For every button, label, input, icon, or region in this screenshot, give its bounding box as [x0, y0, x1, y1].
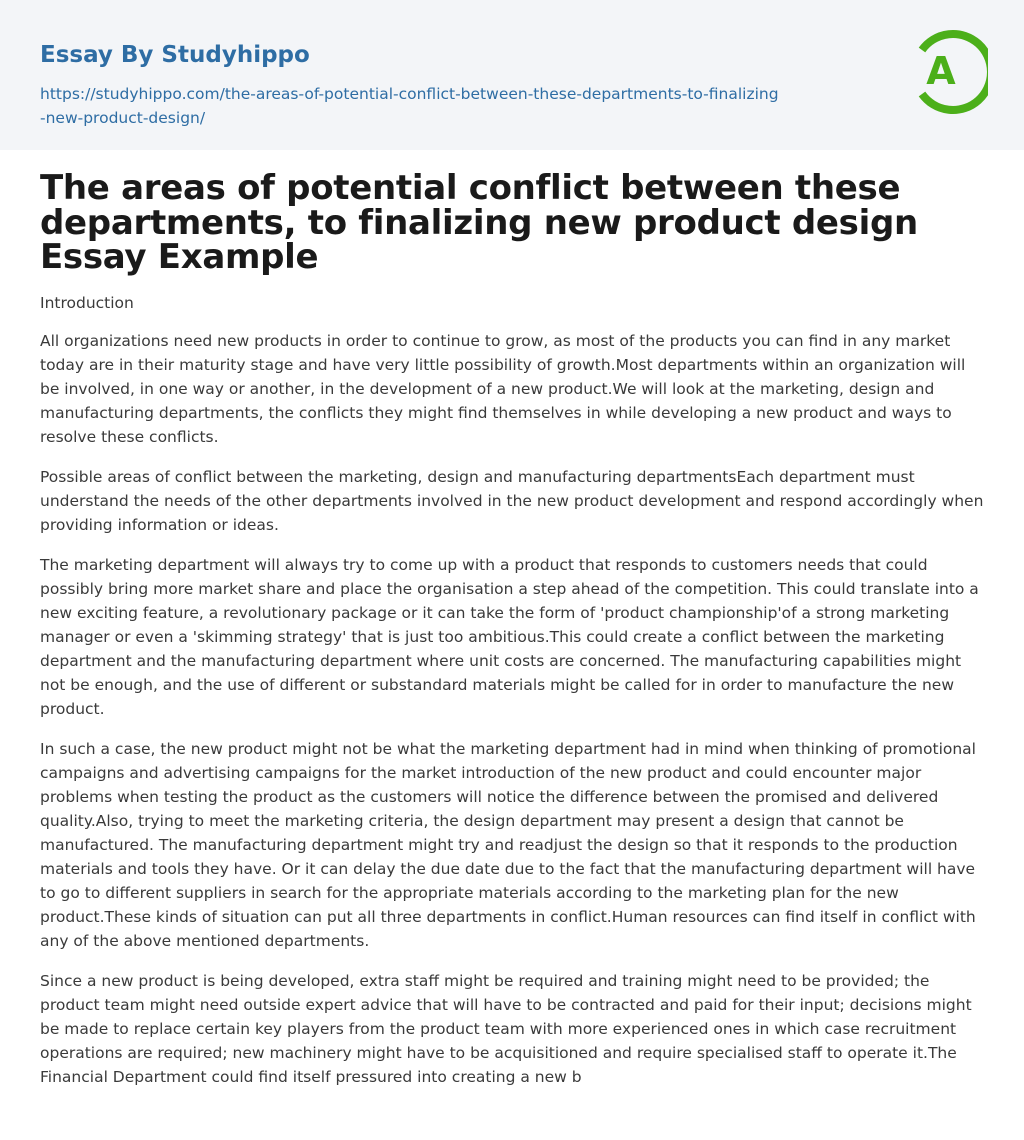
article-title: The areas of potential conflict between these departments, to finalizing new product design Essay Example: [40, 168, 918, 277]
article-paragraph: The marketing department will always try to come up with a product that responds to customers needs that could possibly bring more market share and place the organisation a step ahead of the competition. This could translate into a new exciting feature, a revolutionary package or it can take the form of 'product championship'of a strong marketing manager or even a 'skimming strategy' that is just too ambitious.This could create a conflict between the marketing department and the manufacturing department where unit costs are concerned. The manufacturing capabilities might not be enough, and the use of different or substandard materials might be called for in order to manufacture the new product.: [40, 555, 979, 718]
site-header: [0, 0, 1024, 150]
studyhippo-logo-icon[interactable]: [908, 28, 988, 116]
article-paragraph: All organizations need new products in order to continue to grow, as most of the products you can find in any market today are in their maturity stage and have very little possibility of growth.Most departments within an organization will be involved, in one way or another, in the development of a new product.We will look at the marketing, design and manufacturing departments, the conflicts they might find themselves in while developing a new product and ways to resolve these conflicts.: [40, 331, 966, 446]
article: [0, 168, 1024, 1089]
section-heading-introduction: Introduction: [40, 293, 134, 312]
article-paragraph: In such a case, the new product might not be what the marketing department had in mind when thinking of promotional campaigns and advertising campaigns for the market introduction of the new product and could encounter major problems when testing the product as the customers will notice the difference between the promised and delivered quality.Also, trying to meet the marketing criteria, the design department may present a design that cannot be manufactured. The manufacturing department might try and readjust the design so that it responds to the production materials and tools they have. Or it can delay the due date due to the fact that the manufacturing department will have to go to different suppliers in search for the appropriate materials according to the marketing plan for the new product.These kinds of situation can put all three departments in conflict.Human resources can find itself in conflict with any of the above mentioned departments.: [40, 739, 976, 950]
logo-letter: A: [926, 49, 956, 93]
article-paragraph: Since a new product is being developed, extra staff might be required and training might need to be provided; the product team might need outside expert advice that will have to be contracted and paid for their input; decisions might be made to replace certain key players from the product team with more experienced ones in which case recruitment operations are required; new machinery might have to be acquisitioned and require specialised staff to operate it.The Financial Department could find itself pressured into creating a new b: [40, 971, 972, 1086]
source-url-link[interactable]: https://studyhippo.com/the-areas-of-potential-conflict-between-these-departments-to-finalizing-new-product-design/: [40, 85, 779, 127]
brand-title[interactable]: Essay By Studyhippo: [40, 42, 310, 68]
article-paragraph: Possible areas of conflict between the marketing, design and manufacturing departmentsEach department must understand the needs of the other departments involved in the new product development and respond accordingly when providing information or ideas.: [40, 467, 984, 534]
